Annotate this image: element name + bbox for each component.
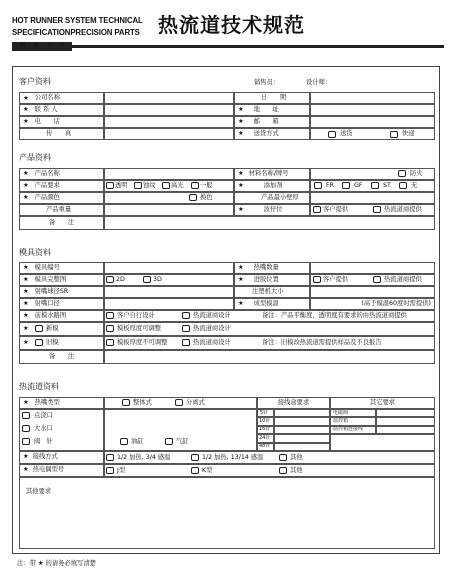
valve-air-label: 气缸 [176,438,189,445]
date-label-cell: 日 期 [234,92,310,104]
header-rule [72,45,444,48]
pin-gate-checkbox[interactable] [22,412,30,419]
req-gloss-checkbox[interactable] [162,182,170,189]
old-supplier-design-label: 热流道商设计 [193,339,231,346]
fireproof-label: 防火 [410,170,423,177]
phone-label-cell: ★ 电 话 [19,116,104,128]
required-star-icon: ★ [23,105,29,113]
email-input[interactable] [310,116,435,128]
hot-qty-input[interactable] [310,262,435,274]
pin-48-label: 48针 [257,443,274,451]
mold-temp-label-cell: ★ 成型模温 [234,298,310,310]
additive-fr-checkbox[interactable] [314,182,322,189]
prev-note: 备注：产品平衡度，透明度有要求的由热流道商提供 [262,312,407,319]
drawing-2d-label: 2D [116,276,125,283]
req-texture-checkbox[interactable] [134,182,142,189]
mold-temp-note: (高于模温60度时需提供) [361,299,431,307]
drawing-2d-checkbox[interactable] [106,276,114,283]
req-normal-label: 一般 [200,182,213,189]
thermo-other-label: 其他 [290,467,303,474]
fax-input[interactable] [104,128,234,140]
pin-gate-label: 点浇口 [34,412,53,419]
material-label-cell: ★ 材料名称/牌号 [234,168,310,180]
wiring-other-label: 其他 [290,454,303,461]
prev-self-design-checkbox[interactable] [106,312,114,319]
footer-note: 注：带 ★ 的请务必填写清楚 [17,560,96,567]
thermo-other-checkbox[interactable] [279,467,287,474]
req-normal-checkbox[interactable] [191,182,199,189]
old-not-adjustable-checkbox[interactable] [106,339,114,346]
fireproof-checkbox[interactable] [398,170,406,177]
thermo-k-label: K型 [202,467,213,474]
pin-48-input[interactable] [274,443,330,451]
ship-express-checkbox[interactable] [390,131,398,138]
gate-customer-checkbox[interactable] [313,276,321,283]
shot-dia-label-cell: ★ 射嘴口径 [19,298,104,310]
mold-number-input[interactable] [104,262,234,274]
gate-supplier-label: 热流道商提供 [384,276,422,283]
hot-qty-label-cell: ★ 热嘴数量 [234,262,310,274]
wiring-opt1-label: 1/2 加热, 3/4 感温 [117,454,171,461]
designer-label: 设计师： [306,79,332,86]
wave-label-cell: ★ 波仔位 [234,204,310,216]
drawing-3d-label: 3D [153,276,162,283]
additive-gf-label: GF [354,182,363,189]
prev-supplier-design-label: 热流道商设计 [193,312,231,319]
nozzle-type-label-cell: ★ 热嘴类型 [19,397,104,409]
weight-input[interactable] [104,204,234,216]
required-star-icon: ★ [23,169,29,177]
color-input[interactable] [104,192,234,204]
additive-gf-checkbox[interactable] [342,182,350,189]
mold-remark-label-cell: 备 注 [19,350,104,364]
new-supplier-design-label: 热流道商设计 [193,325,231,332]
min-wall-label-cell: 产品最小壁厚 [234,192,310,204]
required-star-icon: ★ [23,275,29,283]
gate-pos-label-cell: ★ 进胶位置 [234,274,310,286]
big-gate-label: 大水口 [34,425,53,432]
phone-input[interactable] [104,116,234,128]
pin-10-input[interactable] [274,417,330,425]
other-cable-label: 温控箱连接线 [330,426,376,434]
valve-pin-label: 阀 针 [34,438,53,445]
mold-temp-input[interactable] [310,298,435,310]
new-supplier-design-checkbox[interactable] [182,325,190,332]
fax-label-cell: 传 真 [19,128,104,140]
box-req-header: 接线盒要求 [257,397,330,409]
new-mold-label: 新模 [46,325,59,332]
old-mold-checkbox[interactable] [35,339,43,346]
wave-supplier-checkbox[interactable] [373,206,381,213]
header-english-line1: HOT RUNNER SYSTEM TECHNICAL [12,16,143,25]
gate-customer-label: 客户提供 [323,276,349,283]
additive-none-checkbox[interactable] [399,182,407,189]
required-star-icon: ★ [238,275,244,283]
other-solenoid-label: 电磁阀 [330,409,376,417]
section-title-product: 产品资料 [19,153,51,162]
required-star-icon: ★ [23,466,29,474]
ship-delivery-label: 送货 [340,130,353,137]
page-title: 热流道技术规范 [158,13,305,37]
required-star-icon: ★ [238,117,244,125]
pin-10-label: 10针 [257,417,274,425]
valve-air-checkbox[interactable] [165,438,173,445]
other-controller-input[interactable] [376,417,435,425]
pin-16-input[interactable] [274,426,330,434]
email-label-cell: ★ 邮 箱 [234,116,310,128]
mold-number-label-cell: ★ 模具编号 [19,262,104,274]
wave-customer-checkbox[interactable] [313,206,321,213]
address-label-cell: ★ 地 址 [234,104,310,116]
min-wall-input[interactable] [310,192,435,204]
thermo-j-label: J型 [117,467,126,474]
thermo-options [104,464,435,477]
req-texture-label: 蚀纹 [143,182,156,189]
header-subtitle: 精 密 零 件 [20,43,69,49]
other-requirements-area[interactable] [19,477,435,549]
required-star-icon: ★ [23,117,29,125]
section-title-customer: 客户资料 [19,77,51,86]
required-star-icon: ★ [238,105,244,113]
section-title-hot-runner: 热流道资料 [19,382,59,391]
prev-waterway-label-cell: ★ 前模水路图 [19,310,104,322]
new-adjustable-label: 模板厚度可调整 [117,325,162,332]
header-english-line2: SPECIFICATIONPRECISION PARTS [12,28,140,37]
required-star-icon: ★ [23,181,29,189]
nozzle-integral-label: 整体式 [133,399,152,406]
other-controller-label: 温控箱 [330,417,376,425]
section-title-mold: 模具资料 [19,248,51,257]
ship-label-cell: ★ 送货方式 [234,128,310,140]
old-mold-label: 旧模 [46,339,59,346]
required-star-icon: ★ [23,398,29,406]
required-star-icon: ★ [238,169,244,177]
ship-express-label: 快递 [402,130,415,137]
required-star-icon: ★ [23,93,29,102]
required-star-icon: ★ [23,299,29,307]
company-label-cell: ★ 公司名称 [19,92,104,104]
additive-st-checkbox[interactable] [371,182,379,189]
valve-oil-checkbox[interactable] [120,438,128,445]
color-label-cell: ★ 产品颜色 [19,192,104,204]
prev-self-design-label: 客户自行设计 [117,312,155,319]
product-remark-input[interactable] [104,216,435,230]
wiring-other-checkbox[interactable] [279,454,287,461]
req-transparent-label: 透明 [115,182,128,189]
required-star-icon: ★ [23,263,29,271]
new-mold-label-cell [19,322,104,336]
required-star-icon: ★ [23,193,29,201]
pin-24-input[interactable] [274,434,330,442]
other-solenoid-input[interactable] [376,409,435,417]
product-req-label-cell: ★ 产品要求 [19,180,104,192]
thermo-label-cell: ★ 热电偶型号 [19,464,104,477]
company-input[interactable] [104,92,234,104]
gate-type-cell [19,409,104,451]
nozzle-separate-label: 分离式 [186,399,205,406]
wave-supplier-label: 热流道商提供 [384,206,422,213]
additive-fr-label: FR [326,182,334,189]
required-star-icon: ★ [238,299,244,307]
req-gloss-label: 高光 [171,182,184,189]
big-gate-checkbox[interactable] [22,425,30,432]
address-input[interactable] [310,104,435,116]
other-requirements-label: 其他要求 [26,488,52,495]
new-mold-checkbox[interactable] [35,325,43,332]
other-extra-input[interactable] [330,434,435,451]
color-change-checkbox[interactable] [189,194,197,201]
required-star-icon: ★ [23,324,29,332]
weight-label-cell: 产品重量 [19,204,104,216]
old-mold-label-cell [19,336,104,350]
sales-label: 销售员： [254,79,280,86]
additive-none-label: 无 [411,182,418,189]
wiring-label-cell: ★ 接线方式 [19,451,104,464]
required-star-icon: ★ [238,129,244,137]
pin-5-input[interactable] [274,409,330,417]
product-remark-label-cell: 备 注 [19,216,104,230]
injector-label-cell: 注塑机大小 [234,286,310,298]
thermo-j-checkbox[interactable] [106,467,114,474]
new-adjustable-checkbox[interactable] [106,325,114,332]
product-name-input[interactable] [104,168,234,180]
gate-supplier-checkbox[interactable] [373,276,381,283]
required-star-icon: ★ [238,205,244,213]
wiring-opt2-checkbox[interactable] [191,454,199,461]
wiring-opt2-label: 1/2 加热, 13/14 感温 [202,454,264,461]
wiring-opt1-checkbox[interactable] [106,454,114,461]
color-change-label: 换色 [200,194,213,201]
pin-5-label: 5针 [257,409,274,417]
required-star-icon: ★ [238,181,244,189]
nozzle-integral-checkbox[interactable] [122,399,130,406]
other-cable-input[interactable] [376,426,435,434]
required-star-icon: ★ [23,453,29,461]
contact-input[interactable] [104,104,234,116]
valve-oil-label: 油缸 [131,438,144,445]
shot-label-cell: ★ 射嘴球径SR [19,286,104,298]
valve-pin-checkbox[interactable] [22,438,30,445]
prev-supplier-design-checkbox[interactable] [182,312,190,319]
required-star-icon: ★ [23,287,29,295]
additive-label-cell: ★ 添加剂 [234,180,310,192]
mold-remark-input[interactable] [104,350,435,364]
contact-label-cell: ★ 联 系 人 [19,104,104,116]
required-star-icon: ★ [238,263,244,271]
drawing-3d-checkbox[interactable] [143,276,151,283]
drawing-label-cell: ★ 模具完整图 [19,274,104,286]
shot-input[interactable] [104,286,234,298]
additive-st-label: ST [383,182,391,189]
injector-input[interactable] [310,286,435,298]
nozzle-separate-checkbox[interactable] [175,399,183,406]
old-supplier-design-checkbox[interactable] [182,339,190,346]
required-star-icon: ★ [23,338,29,346]
date-input[interactable] [310,92,435,104]
required-star-icon: ★ [23,311,29,319]
product-name-label-cell: ★ 产品名称 [19,168,104,180]
wave-customer-label: 客户提供 [323,206,349,213]
pin-16-label: 16针 [257,426,274,434]
other-req-header: 其它要求 [330,397,435,409]
req-transparent-checkbox[interactable] [106,182,114,189]
old-not-adjustable-label: 模板厚度不可调整 [117,339,168,346]
old-note: 备注：旧模改热流道需提供样品及不良报告 [262,339,382,346]
pin-24-label: 24针 [257,434,274,442]
thermo-k-checkbox[interactable] [191,467,199,474]
ship-delivery-checkbox[interactable] [328,131,336,138]
shot-dia-input[interactable] [104,298,234,310]
